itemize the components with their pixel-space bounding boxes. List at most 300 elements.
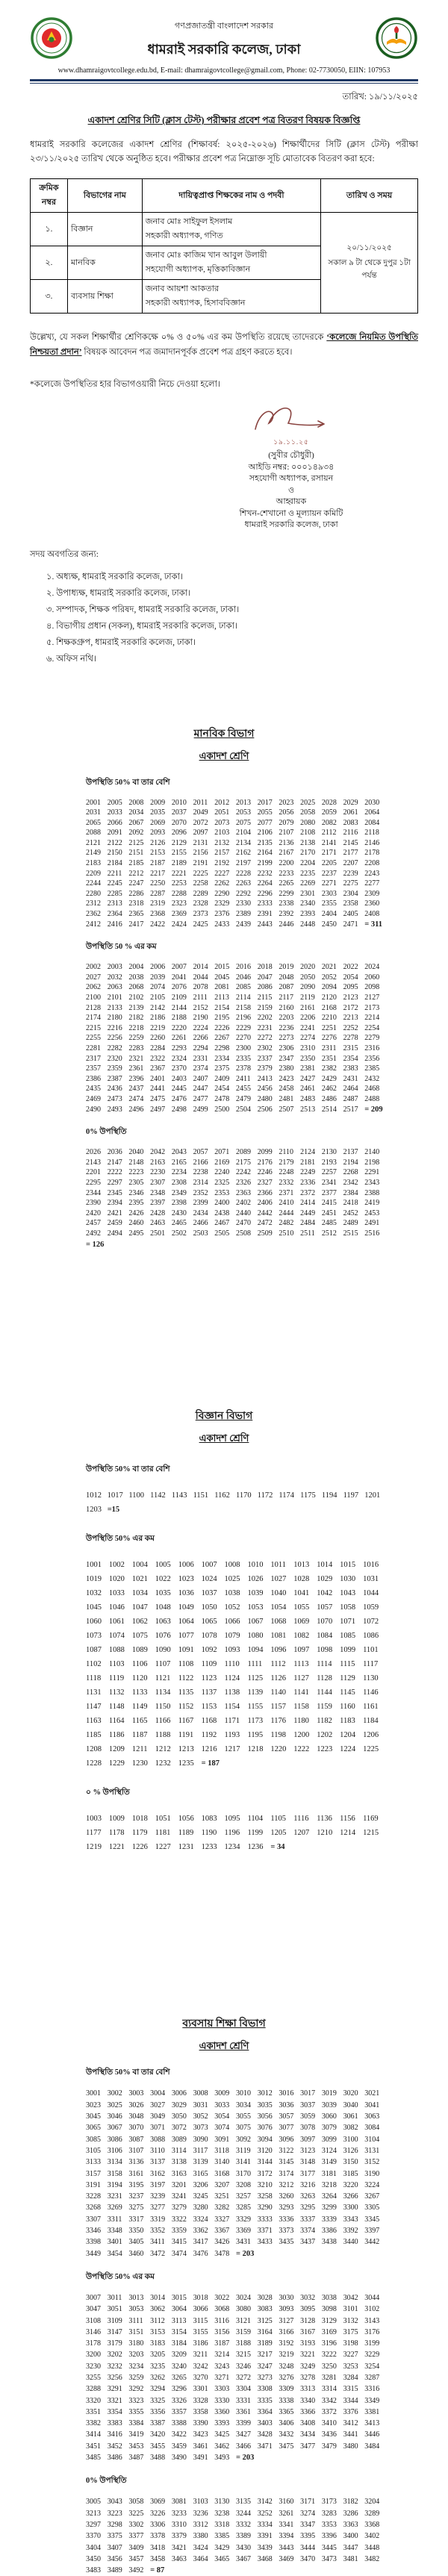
roll-number: 1217 (225, 1742, 248, 1756)
roll-number: 3483 (86, 2565, 108, 2576)
roll-number: 2419 (364, 1198, 386, 1209)
roll-number: 3060 (322, 2111, 343, 2122)
roll-number: 3201 (172, 2180, 193, 2191)
roll-number: 1184 (363, 1714, 386, 1728)
roll-number: 2192 (214, 858, 236, 869)
roll-number: 2016 (236, 962, 258, 973)
roll-number: 3255 (86, 2372, 108, 2383)
department-section (30, 725, 418, 1250)
roll-number: 2242 (236, 1167, 258, 1178)
roll-number: 3073 (193, 2122, 215, 2133)
roll-number: 3414 (86, 2429, 108, 2440)
roll-row (86, 1685, 386, 1700)
roll-number: 1233 (202, 1840, 225, 1854)
roll-number: 3063 (364, 2111, 386, 2122)
roll-number: 3311 (108, 2214, 129, 2225)
roll-number: 2252 (343, 1023, 365, 1034)
roll-number: 3242 (193, 2361, 215, 2372)
roll-row (86, 889, 386, 899)
roll-number: 1227 (155, 1840, 178, 1854)
roll-number: 3330 (214, 2395, 236, 2407)
roll-number: 3075 (236, 2122, 258, 2133)
roll-number: 2030 (364, 798, 386, 808)
roll-number: 2128 (86, 1003, 108, 1014)
roll-number: 3445 (322, 2542, 343, 2554)
roll-number: 2360 (364, 899, 386, 909)
roll-number: 2170 (300, 848, 322, 858)
roll-number: 3210 (258, 2180, 279, 2191)
schedule-table-head (31, 179, 418, 213)
roll-number: 2502 (172, 1229, 193, 1239)
roll-number: 2104 (236, 828, 258, 838)
roll-number: 3315 (343, 2383, 365, 2395)
roll-number: 1225 (363, 1742, 386, 1756)
section-title: বিজ্ঞান বিভাগ (30, 1407, 418, 1425)
roll-number: 2410 (279, 1198, 300, 1209)
roll-number: 2374 (193, 1064, 215, 1074)
roll-number: 3065 (86, 2122, 108, 2133)
roll-number: 3306 (150, 2519, 172, 2530)
roll-number: 3062 (150, 2304, 172, 2315)
roll-number: 2083 (343, 818, 365, 829)
roll-number: 1076 (155, 1629, 178, 1643)
roll-number: 2050 (300, 973, 322, 983)
roll-number: 1229 (109, 1756, 132, 1771)
roll-number: 2243 (364, 869, 386, 879)
roll-row (86, 1209, 386, 1219)
roll-number: 1105 (270, 1812, 293, 1826)
cell-serial: ১. (31, 213, 68, 246)
roll-number: 1006 (178, 1558, 202, 1572)
roll-number: 1192 (202, 1728, 225, 1742)
roll-number: 2023 (279, 798, 300, 808)
roll-number: 2283 (128, 1044, 150, 1054)
roll-number: 3103 (193, 2496, 215, 2507)
roll-number: 3056 (258, 2111, 279, 2122)
roll-number: 2337 (258, 1054, 279, 1064)
roll-number: 3204 (364, 2496, 386, 2507)
block-total: = 187 (202, 1756, 225, 1771)
roll-number: 2319 (150, 899, 172, 909)
roll-number: 2257 (322, 1167, 343, 1178)
roll-number: 2044 (193, 973, 215, 983)
roll-number: 1080 (247, 1629, 270, 1643)
roll-number: 2500 (214, 1105, 236, 1115)
roll-number: 3031 (193, 2100, 215, 2111)
roll-number: 2439 (236, 920, 258, 930)
roll-number: 2145 (343, 838, 365, 849)
roll-number: 1203 (86, 1503, 108, 1517)
roll-number: 2278 (343, 1033, 365, 1044)
roll-number: 3033 (214, 2100, 236, 2111)
roll-number: 2412 (86, 920, 108, 930)
roll-number: 3342 (322, 2395, 343, 2407)
roll-grid (86, 1558, 386, 1771)
roll-number: 3153 (150, 2327, 172, 2338)
roll-number: 2355 (322, 899, 343, 909)
roll-number: 2031 (86, 808, 108, 818)
roll-number: 3421 (172, 2542, 193, 2554)
roll-number: 1007 (202, 1558, 225, 1572)
roll-number: 1153 (202, 1700, 225, 1714)
roll-number: 3211 (193, 2349, 215, 2360)
roll-number: 1131 (86, 1685, 109, 1700)
roll-number: 1099 (340, 1643, 363, 1657)
attendance-block-label: উপস্থিতি 50% এর কম (86, 1533, 418, 1546)
roll-row (86, 1714, 386, 1728)
roll-number: 2082 (322, 818, 343, 829)
roll-number: 2486 (322, 1094, 343, 1105)
roll-number: 2022 (343, 962, 365, 973)
roll-number: 1097 (293, 1643, 317, 1657)
roll-number: 3168 (214, 2168, 236, 2180)
roll-number: 1096 (270, 1643, 293, 1657)
roll-number: 3110 (150, 2145, 172, 2156)
roll-number: 2027 (86, 973, 108, 983)
roll-number: 2146 (364, 838, 386, 849)
roll-number: 3249 (300, 2361, 322, 2372)
roll-number: 2385 (364, 1064, 386, 1074)
roll-number: 3251 (214, 2191, 236, 2202)
roll-number: 3323 (128, 2395, 150, 2407)
roll-number: 2514 (322, 1105, 343, 1115)
roll-number: 3009 (214, 2088, 236, 2099)
roll-number: 2256 (108, 1033, 129, 1044)
roll-number: 2093 (150, 828, 172, 838)
cell-department: ব্যবসায় শিক্ষা (67, 280, 142, 314)
roll-number: 1086 (363, 1629, 386, 1643)
roll-row (86, 899, 386, 909)
roll-number: 3166 (279, 2327, 300, 2338)
roll-number: 3123 (300, 2145, 322, 2156)
roll-number: 1135 (178, 1685, 202, 1700)
cell-teacher (142, 213, 320, 246)
roll-number: 2124 (300, 1147, 322, 1158)
roll-number: 2422 (150, 920, 172, 930)
roll-row (86, 2315, 386, 2327)
roll-number: 2498 (172, 1105, 193, 1115)
roll-number: 1075 (132, 1629, 155, 1643)
roll-number: 2070 (172, 818, 193, 829)
roll-number: 2476 (172, 1094, 193, 1105)
roll-number: 2267 (214, 1033, 236, 1044)
roll-number: 1071 (340, 1615, 363, 1629)
roll-row (86, 2214, 386, 2225)
roll-number: 2404 (322, 909, 343, 920)
roll-number: 3100 (343, 2134, 365, 2145)
roll-number: 1023 (178, 1572, 202, 1586)
roll-number: 3122 (279, 2145, 300, 2156)
roll-number: 2215 (86, 1023, 108, 1034)
roll-number: 2515 (343, 1229, 365, 1239)
roll-number: 2069 (150, 818, 172, 829)
roll-row (86, 2304, 386, 2315)
roll-number: 2091 (108, 828, 129, 838)
roll-number: 3101 (343, 2304, 365, 2315)
roll-row (86, 1198, 386, 1209)
roll-number: 2155 (172, 848, 193, 858)
roll-number: 2029 (343, 798, 365, 808)
roll-number: 3475 (279, 2441, 300, 2452)
roll-number: 3473 (322, 2554, 343, 2565)
roll-number: 2268 (343, 1167, 365, 1178)
roll-number: 2010 (172, 798, 193, 808)
roll-number: 2147 (108, 1158, 129, 1168)
roll-number: 1119 (109, 1671, 132, 1685)
roll-number: 3178 (86, 2338, 108, 2349)
roll-number: 2273 (279, 1033, 300, 1044)
roll-number: 2460 (128, 1218, 150, 1229)
intro-paragraph: ধামরাই সরকারি কলেজের একাদশ শ্রেণির (শিক্ষাবর্ষ: ২০২৫-২০২৬) শিক্ষার্থীদের সিটি (ক্লাস টেস্ট) পরীক্ষা ২৩/১১/২০২৫ তারিখ থেকে অনুষ্ঠিত হবে। পরীক্ষার প্রবেশ পত্র নিম্নোক্ত সূচি মোতাবেক বিতরণ করা হবে: (30, 138, 418, 166)
roll-number: 2130 (322, 1147, 343, 1158)
roll-number: 1032 (86, 1586, 109, 1600)
roll-number: 2417 (128, 920, 150, 930)
roll-number: 3037 (300, 2100, 322, 2111)
roll-row (86, 808, 386, 818)
roll-number: 1115 (340, 1657, 363, 1671)
roll-number: 3111 (128, 2315, 150, 2327)
roll-row (86, 2236, 386, 2248)
roll-number: 2344 (86, 1188, 108, 1199)
roll-number: 3087 (128, 2134, 150, 2145)
roll-number: 1149 (132, 1700, 155, 1714)
roll-number: 3028 (258, 2292, 279, 2304)
roll-number: 1036 (178, 1586, 202, 1600)
roll-number: 3452 (108, 2441, 129, 2452)
roll-number: 1079 (225, 1629, 248, 1643)
roll-row (86, 962, 386, 973)
roll-number: 2497 (150, 1105, 172, 1115)
roll-number: 3280 (193, 2202, 215, 2213)
roll-number: 3436 (322, 2429, 343, 2440)
roll-number: 3010 (236, 2088, 258, 2099)
roll-row (86, 2168, 386, 2180)
roll-row (86, 2429, 386, 2440)
roll-number: 2364 (108, 909, 129, 920)
roll-number: 2421 (108, 1209, 129, 1219)
roll-number: 2046 (236, 973, 258, 983)
roll-number: 2492 (86, 1229, 108, 1239)
roll-number: 2507 (279, 1105, 300, 1115)
attendance-block-label: 0% উপস্থিতি (86, 2475, 418, 2488)
roll-number: 3417 (193, 2236, 215, 2248)
roll-number: 2459 (108, 1218, 129, 1229)
roll-number: 3143 (364, 2315, 386, 2327)
roll-number: 2096 (172, 828, 193, 838)
roll-number: 1204 (340, 1728, 363, 1742)
roll-number: 3270 (193, 2372, 215, 2383)
roll-number: 3364 (258, 2407, 279, 2418)
roll-number: 2311 (322, 1044, 343, 1054)
roll-number: 3253 (343, 2361, 365, 2372)
contact-line: www.dhamraigovtcollege.edu.bd, E-mail: dhamraigovtcollege@gmail.com, Phone: 02-7730050, EIIN: 107953 (30, 66, 418, 75)
roll-number: 3260 (279, 2191, 300, 2202)
roll-number: 2094 (322, 982, 343, 993)
roll-number: 2434 (193, 1209, 215, 1219)
roll-row (86, 838, 386, 849)
roll-number: 3226 (150, 2508, 172, 2519)
roll-number: 1061 (109, 1615, 132, 1629)
roll-number: 3092 (236, 2134, 258, 2145)
roll-number: 3152 (364, 2156, 386, 2168)
roll-number: 3134 (108, 2156, 129, 2168)
roll-number: 1214 (340, 1826, 363, 1840)
attendance-block-label: উপস্থিতি 50% বা তার বেশি (86, 2067, 418, 2080)
roll-number: 1199 (247, 1826, 270, 1840)
roll-number: 2212 (128, 869, 150, 879)
roll-number: 2013 (236, 798, 258, 808)
roll-number: 1141 (293, 1685, 317, 1700)
roll-number: 2041 (172, 973, 193, 983)
roll-number: 3423 (193, 2429, 215, 2440)
roll-row (86, 1023, 386, 1034)
roll-number: 3360 (214, 2407, 236, 2418)
roll-number: 3172 (258, 2168, 279, 2180)
roll-number: 3067 (108, 2122, 129, 2133)
roll-number: 3493 (214, 2452, 236, 2463)
roll-number: 3116 (214, 2315, 236, 2327)
roll-number: 2457 (86, 1218, 108, 1229)
roll-number: 1092 (202, 1643, 225, 1657)
roll-number: 3016 (279, 2088, 300, 2099)
roll-number: 1207 (293, 1826, 317, 1840)
roll-number: 3132 (343, 2315, 365, 2327)
roll-number: 3162 (150, 2168, 172, 2180)
roll-number: 2395 (128, 1198, 150, 1209)
roll-number: 2123 (343, 993, 365, 1003)
roll-number: 1078 (202, 1629, 225, 1643)
roll-number: 3305 (364, 2202, 386, 2213)
roll-number: 1106 (132, 1657, 155, 1671)
roll-number: 3079 (322, 2122, 343, 2133)
roll-number: 1211 (132, 1742, 155, 1756)
roll-number: 1133 (132, 1685, 155, 1700)
roll-number: 2509 (258, 1229, 279, 1239)
roll-number: 1035 (155, 1586, 178, 1600)
roll-number: 1189 (178, 1826, 202, 1840)
roll-number: 3380 (193, 2530, 215, 2542)
roll-number: 1175 (300, 1488, 322, 1503)
roll-row (86, 1054, 386, 1064)
roll-number: 2157 (214, 848, 236, 858)
roll-number: 2024 (364, 962, 386, 973)
roll-number: 1108 (178, 1657, 202, 1671)
roll-number: 2156 (193, 848, 215, 858)
roll-number: 2234 (172, 1167, 193, 1178)
roll-number: 2409 (214, 1074, 236, 1085)
roll-number: 1122 (178, 1671, 202, 1685)
roll-number: 1114 (317, 1657, 340, 1671)
roll-number: 3155 (193, 2327, 215, 2338)
roll-number: 3338 (279, 2395, 300, 2407)
roll-number: 1018 (132, 1812, 155, 1826)
roll-number: 3072 (172, 2122, 193, 2133)
roll-number: 3085 (86, 2134, 108, 2145)
roll-number: 2307 (150, 1178, 172, 1188)
roll-number: 3050 (172, 2111, 193, 2122)
roll-number: 3329 (236, 2214, 258, 2225)
roll-number: 3233 (172, 2508, 193, 2519)
roll-number: 2300 (236, 1044, 258, 1054)
roll-number: 1180 (293, 1714, 317, 1728)
roll-number: 3175 (343, 2327, 365, 2338)
roll-number: 3061 (343, 2111, 365, 2122)
roll-number: 1173 (247, 1714, 270, 1728)
roll-number: 1121 (155, 1671, 178, 1685)
roll-grid (86, 1488, 386, 1517)
roll-number: 3142 (258, 2496, 279, 2507)
roll-number: 3353 (322, 2519, 343, 2530)
roll-number: 3094 (258, 2134, 279, 2145)
roll-number: 2174 (86, 1013, 108, 1023)
roll-number: 2324 (172, 1054, 193, 1064)
roll-number: 3258 (258, 2191, 279, 2202)
roll-number: 2088 (86, 828, 108, 838)
cell-datetime (321, 213, 418, 314)
roll-number: 3006 (172, 2088, 193, 2099)
distribution-date: ২০/১১/২০২৫ (324, 243, 414, 255)
roll-number: 3334 (258, 2519, 279, 2530)
roll-number: 2114 (236, 993, 258, 1003)
roll-number: 2387 (108, 1074, 129, 1085)
roll-number: 2305 (128, 1178, 150, 1188)
roll-number: 3051 (108, 2304, 129, 2315)
roll-number: 1063 (155, 1615, 178, 1629)
roll-number: 1170 (236, 1488, 258, 1503)
roll-number: 3388 (172, 2418, 193, 2429)
roll-number: 3300 (343, 2202, 365, 2213)
roll-number: 3034 (236, 2100, 258, 2111)
roll-number: 3453 (128, 2441, 150, 2452)
roll-number: 3176 (364, 2327, 386, 2338)
roll-number: 1159 (317, 1700, 340, 1714)
roll-row (86, 1812, 386, 1826)
roll-number: 3068 (214, 2304, 236, 2315)
roll-number: 3005 (86, 2496, 108, 2507)
roll-number: 3160 (279, 2496, 300, 2507)
roll-number: 3435 (279, 2236, 300, 2248)
roll-number: 2466 (193, 1218, 215, 1229)
roll-number: 3468 (258, 2554, 279, 2565)
roll-number: 3307 (86, 2214, 108, 2225)
roll-number: 3043 (108, 2496, 129, 2507)
roll-number: 2139 (128, 1003, 150, 1014)
roll-number: 3229 (364, 2349, 386, 2360)
roll-number: 2045 (214, 973, 236, 983)
roll-number: 1206 (363, 1728, 386, 1742)
roll-number: 3320 (86, 2395, 108, 2407)
roll-number: 1102 (86, 1657, 109, 1671)
roll-number: 2264 (258, 879, 279, 889)
roll-number: 2312 (86, 899, 108, 909)
roll-number: 1012 (86, 1488, 108, 1503)
roll-number: 3433 (258, 2236, 279, 2248)
roll-number: 2314 (193, 1178, 215, 1188)
roll-number: 3235 (150, 2361, 172, 2372)
roll-number: 2510 (279, 1229, 300, 1239)
roll-number: 2058 (300, 808, 322, 818)
roll-number: 2271 (322, 879, 343, 889)
attendance-sections (30, 725, 418, 2576)
roll-number: 2105 (150, 993, 172, 1003)
roll-number: 1010 (247, 1558, 270, 1572)
attendance-block-label: ০ % উপস্থিতি (86, 1787, 418, 1800)
roll-number: 3346 (86, 2225, 108, 2236)
roll-number: 2087 (279, 982, 300, 993)
roll-number: 3393 (214, 2418, 236, 2429)
roll-number: 3277 (150, 2202, 172, 2213)
roll-number: 3313 (300, 2383, 322, 2395)
